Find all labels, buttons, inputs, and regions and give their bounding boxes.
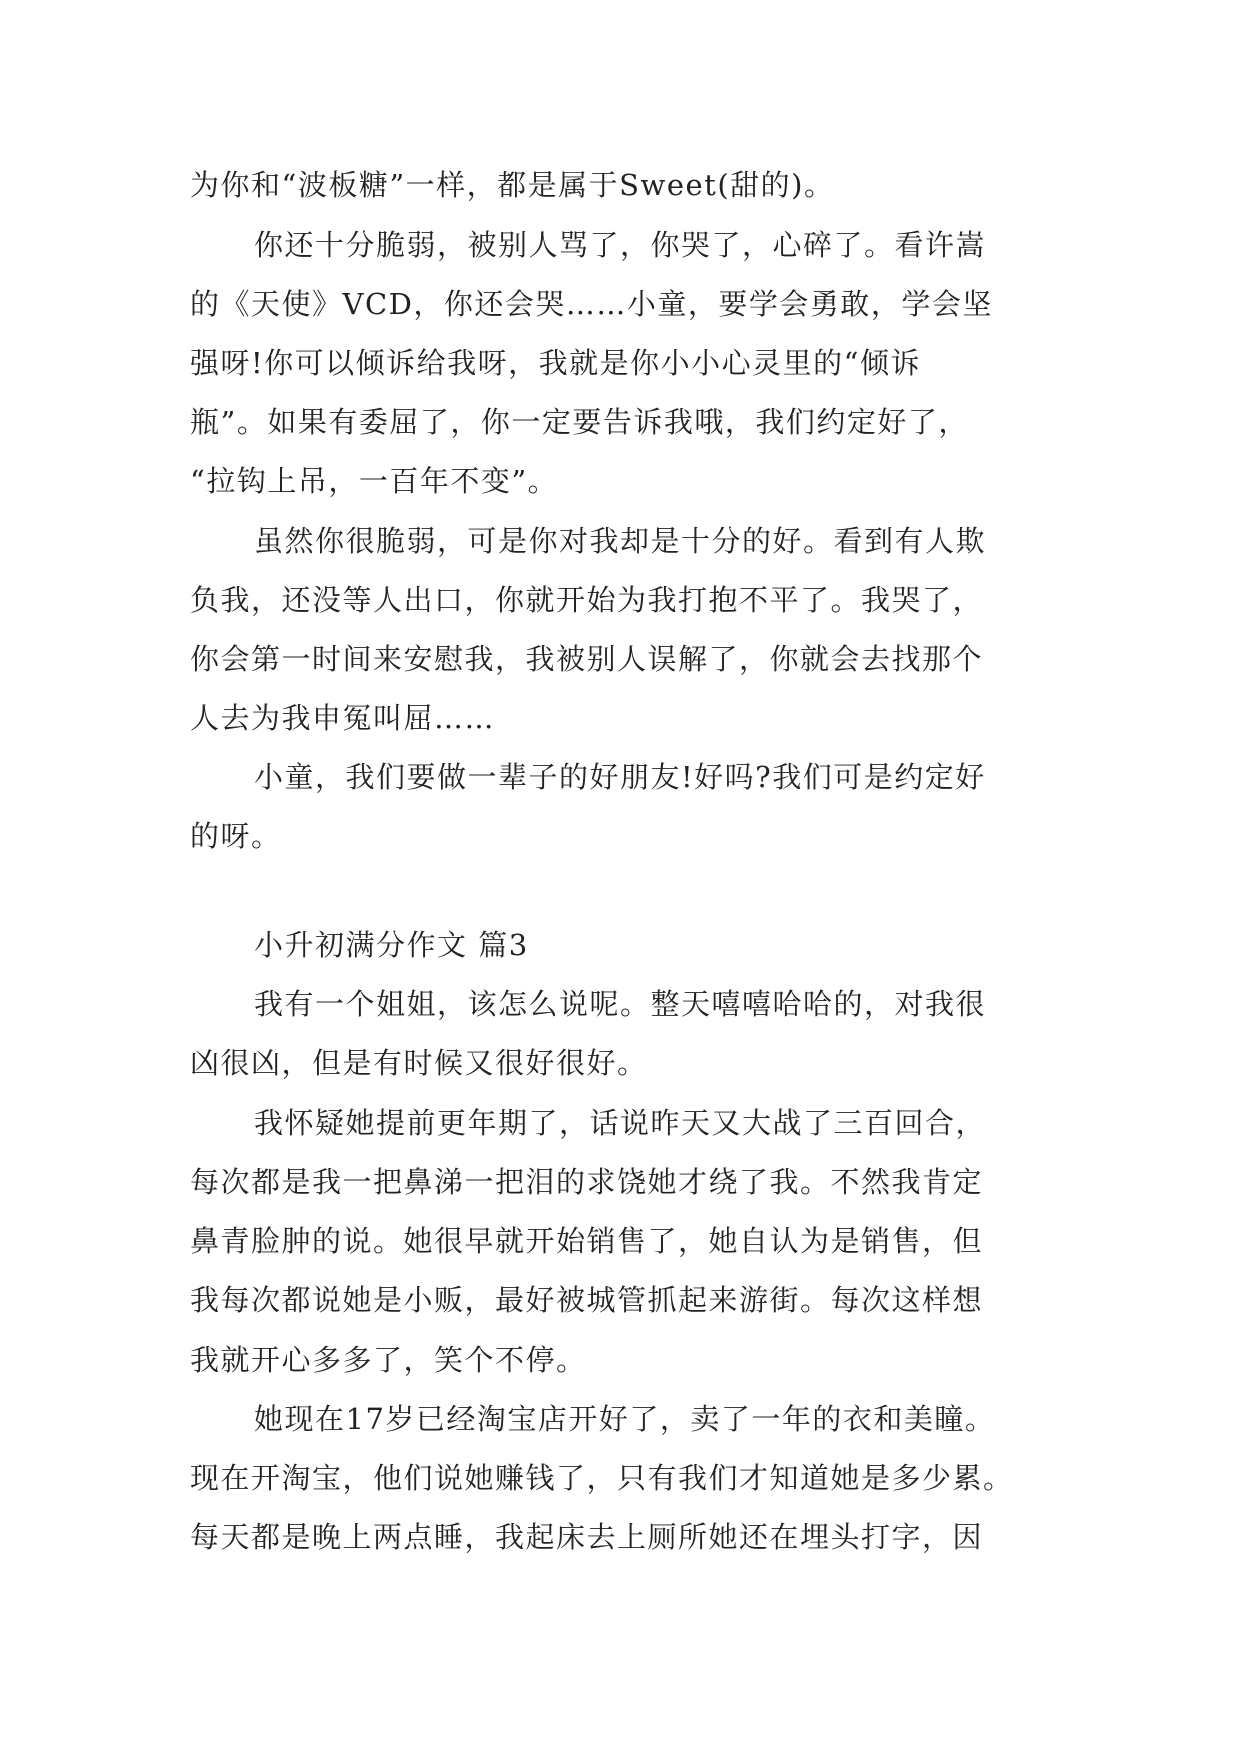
text-line: 瓶”。如果有委屈了，你一定要告诉我哦，我们约定好了， [190,405,969,439]
text-line: 负我，还没等人出口，你就开始为我打抱不平了。我哭了， [190,583,984,617]
text-line: 鼻青脸肿的说。她很早就开始销售了，她自认为是销售，但 [190,1224,984,1258]
paragraph-start-line: 虽然你很脆弱，可是你对我却是十分的好。看到有人欺 [254,524,987,558]
text-line: 的《天使》VCD，你还会哭……小童，要学会勇敢，学会坚 [190,287,993,321]
text-line: 凶很凶，但是有时候又很好很好。 [190,1046,648,1080]
text-line: 我每次都说她是小贩，最好被城管抓起来游街。每次这样想 [190,1283,984,1317]
paragraph-start-line: 你还十分脆弱，被别人骂了，你哭了，心碎了。看许嵩 [254,228,987,262]
text-line: “拉钩上吊，一百年不变”。 [190,464,559,498]
paragraph-start-line: 我有一个姐姐，该怎么说呢。整天嘻嘻哈哈的，对我很 [254,987,987,1021]
paragraph-start-line: 她现在17岁已经淘宝店开好了，卖了一年的衣和美瞳。 [254,1402,996,1436]
text-line: 每次都是我一把鼻涕一把泪的求饶她才绕了我。不然我肯定 [190,1165,984,1199]
text-line: 的呀。 [190,819,282,853]
paragraph-start-line: 我怀疑她提前更年期了，话说昨天又大战了三百回合， [254,1106,987,1140]
section-heading: 小升初满分作文 篇3 [254,928,529,962]
text-line: 每天都是晚上两点睡，我起床去上厕所她还在埋头打字，因 [190,1520,984,1554]
text-line: 我就开心多多了，笑个不停。 [190,1343,587,1377]
text-line: 人去为我申冤叫屈…… [190,701,496,735]
paragraph-start-line: 小童，我们要做一辈子的好朋友!好吗?我们可是约定好 [254,760,986,794]
text-line: 你会第一时间来安慰我，我被别人误解了，你就会去找那个 [190,642,984,676]
text-line: 现在开淘宝，他们说她赚钱了，只有我们才知道她是多少累。 [190,1461,1014,1495]
text-line: 强呀!你可以倾诉给我呀，我就是你小小心灵里的“倾诉 [190,346,921,380]
text-line: 为你和“波板糖”一样，都是属于Sweet(甜的)。 [190,168,835,202]
